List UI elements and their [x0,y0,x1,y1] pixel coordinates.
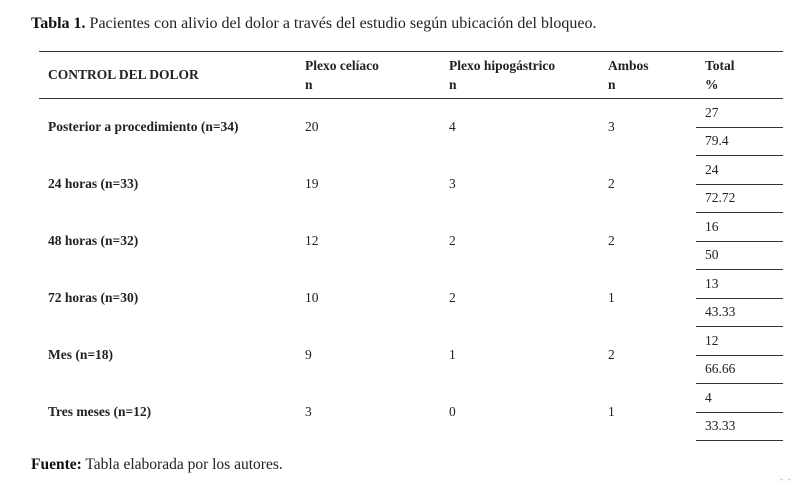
footer-text: Tabla elaborada por los autores. [85,456,283,473]
table-caption [31,14,597,34]
table-row [39,99,783,128]
header-total-title: Total [705,58,735,73]
row-label: Mes (n=18) [48,347,114,362]
header-hipogastrico-unit: n [449,77,457,92]
cell-total-n: 24 [696,156,783,185]
row-label: Tres meses (n=12) [48,404,152,419]
cell-total-n: 4 [696,384,783,413]
cell-celiaco: 10 [305,290,319,305]
caption-text: Pacientes con alivio del dolor a través del estudio según ubicación del bloqueo. [89,15,597,32]
header-hipogastrico [449,52,608,99]
header-ambos [608,52,696,99]
table-row [39,384,783,413]
cell-total-pct: 72.72 [696,184,783,213]
cell-total-n: 12 [696,327,783,356]
footer-label: Fuente: [31,456,82,473]
cell-total-n: 16 [696,213,783,242]
header-row [39,52,783,99]
cell-ambos: 1 [608,404,615,419]
cell-total-pct: 79.4 [696,127,783,156]
cell-celiaco: 9 [305,347,312,362]
header-ambos-title: Ambos [608,58,649,73]
cell-celiaco: 19 [305,176,319,191]
row-label: 48 horas (n=32) [48,233,139,248]
cell-ambos: 2 [608,233,615,248]
header-total-unit: % [705,77,719,92]
cell-hipogastrico: 0 [449,404,456,419]
table-row [39,270,783,299]
cell-hipogastrico: 1 [449,347,456,362]
cell-celiaco: 12 [305,233,319,248]
cell-ambos: 1 [608,290,615,305]
header-celiaco [305,52,449,99]
cell-total-n: 27 [696,99,783,128]
cell-hipogastrico: 4 [449,119,456,135]
header-celiaco-title: Plexo celíaco [305,58,379,73]
cell-hipogastrico: 3 [449,176,456,191]
row-label: Posterior a procedimiento (n=34) [48,119,239,135]
header-hipogastrico-title: Plexo hipogástrico [449,58,556,73]
cell-total-pct: 66.66 [696,355,783,384]
header-total [696,52,783,99]
table-row [39,156,783,185]
cell-total-pct: 43.33 [696,298,783,327]
header-celiaco-unit: n [305,77,313,92]
caption-label: Tabla 1. [31,15,86,32]
data-table [39,51,783,441]
row-label: 24 horas (n=33) [48,176,139,191]
cell-total-pct: 50 [696,241,783,270]
cell-ambos: 2 [608,176,615,191]
table-footer [31,455,283,475]
table-row [39,213,783,242]
cell-ambos: 3 [608,119,615,135]
cell-hipogastrico: 2 [449,290,456,305]
table-row [39,327,783,356]
scroll-up-icon[interactable]: ⌃⌃ [777,478,793,488]
cell-celiaco: 3 [305,404,312,419]
header-control: CONTROL DEL DOLOR [39,52,305,99]
cell-total-n: 13 [696,270,783,299]
cell-ambos: 2 [608,347,615,362]
header-ambos-unit: n [608,77,616,92]
cell-celiaco: 20 [305,119,319,135]
cell-total-pct: 33.33 [696,412,783,441]
cell-hipogastrico: 2 [449,233,456,248]
row-label: 72 horas (n=30) [48,290,139,305]
